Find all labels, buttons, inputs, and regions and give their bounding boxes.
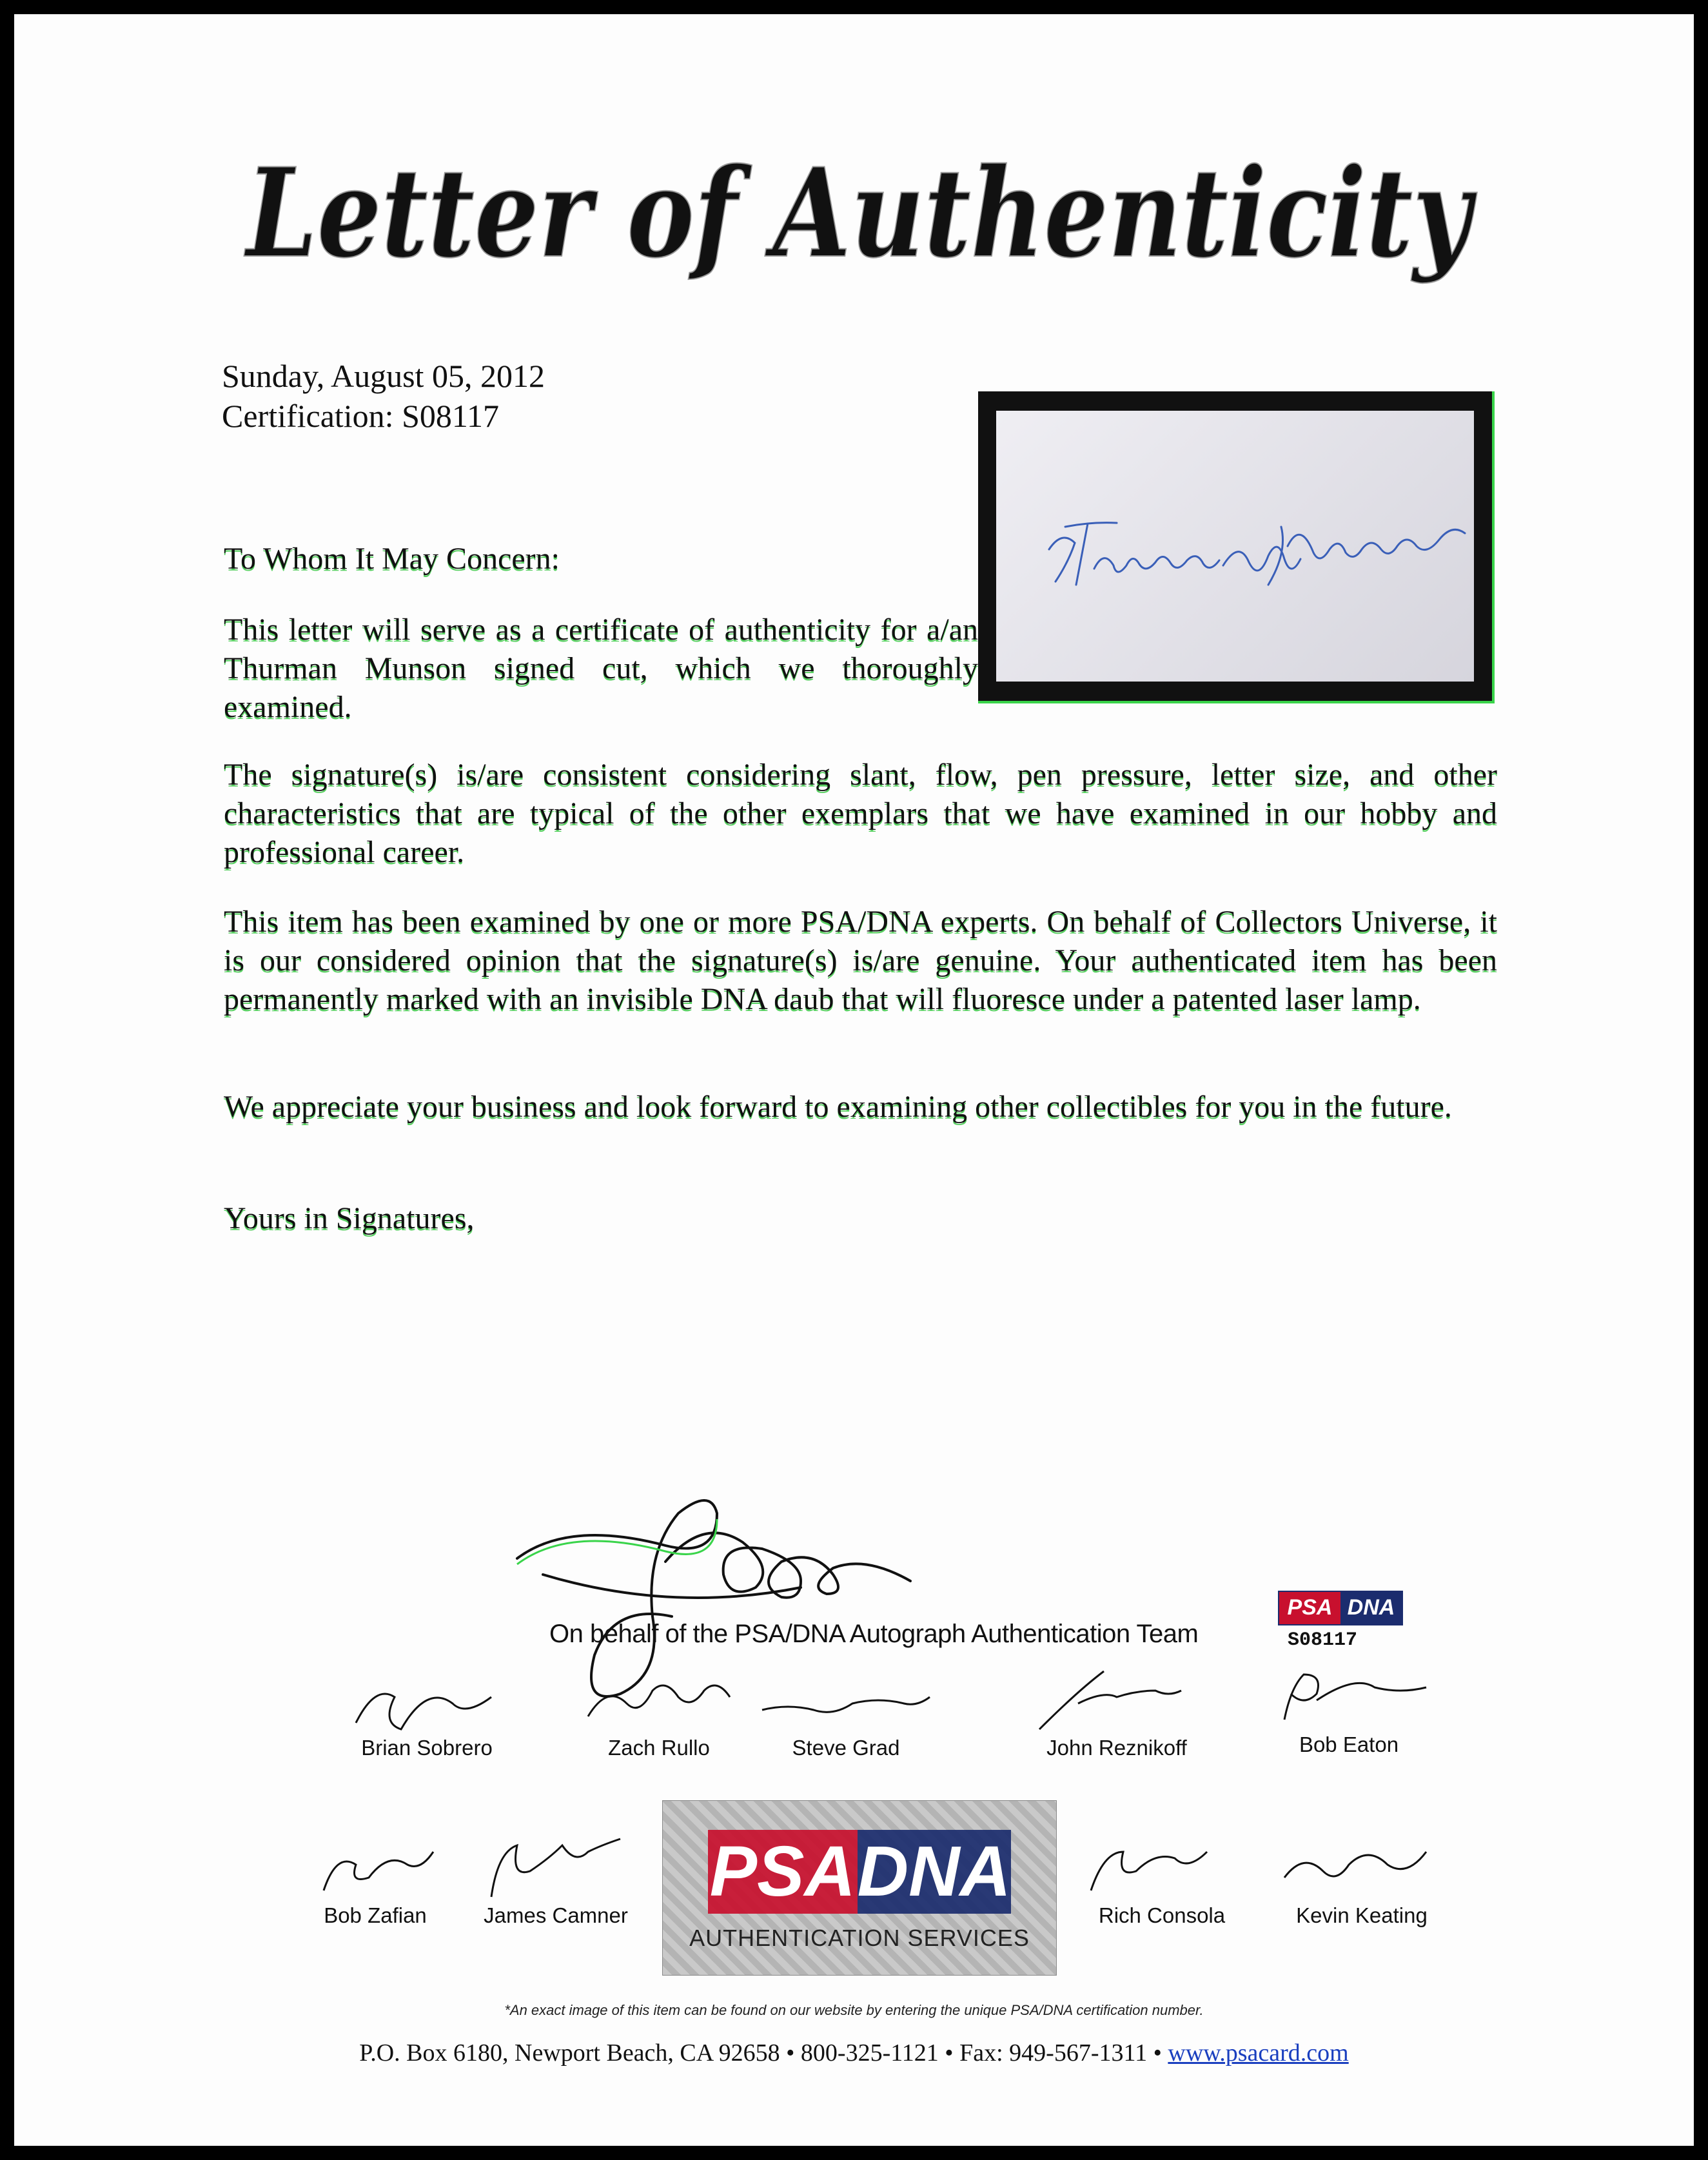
letter-title-text: Letter of Authenticity — [243, 141, 1478, 285]
website-link[interactable]: www.psacard.com — [1168, 2039, 1349, 2067]
expert-name: Brian Sobrero — [361, 1736, 493, 1760]
item-photo — [978, 391, 1495, 703]
paragraph-1: This letter will serve as a certificate of authenticity for a/an Thurman Munson signed cut, which we thoroughly examined. — [224, 613, 978, 724]
expert-name: Kevin Keating — [1296, 1903, 1428, 1927]
team-line: On behalf of the PSA/DNA Autograph Authentication Team — [549, 1620, 1199, 1648]
hologram-psa: PSA — [708, 1830, 858, 1914]
letter-title — [227, 117, 1491, 311]
expert-name: Zach Rullo — [608, 1736, 710, 1760]
letter-meta — [222, 356, 545, 436]
footer-address: P.O. Box 6180, Newport Beach, CA 92658 • 800-325-1121 • Fax: 949-567-1311 • — [359, 2039, 1168, 2067]
expert-name: James Camner — [484, 1903, 628, 1927]
hologram-dna: DNA — [858, 1830, 1011, 1914]
expert-signature — [337, 1665, 517, 1760]
munson-signature-image — [978, 391, 1492, 701]
letter-page — [14, 14, 1694, 2146]
expert-signature — [569, 1665, 749, 1760]
disclaimer: *An exact image of this item can be found on our website by entering the unique PSA/DNA certification number. — [504, 2002, 1204, 2018]
footer — [14, 2039, 1694, 2067]
authentication-hologram — [662, 1800, 1057, 1976]
expert-signature — [466, 1832, 646, 1928]
paragraph-2: The signature(s) is/are consistent considering slant, flow, pen pressure, letter size, and other characteristics that are typical of the other exemplars that we have examined in our hobby and professional career. — [224, 758, 1497, 869]
salutation: To Whom It May Concern: — [224, 542, 560, 576]
expert-signature — [285, 1832, 466, 1928]
badge-psa: PSA — [1279, 1592, 1340, 1624]
expert-signature — [1072, 1832, 1252, 1928]
paragraph-3: This item has been examined by one or more PSA/DNA experts. On behalf of Collectors Universe, it is our considered opinion that the signature(s) is/are genuine. Your authenticated item has been permanently marked with an invisible DNA daub that will fluoresce under a patented laser lamp. — [224, 905, 1497, 1016]
badge-number: S08117 — [1288, 1629, 1358, 1651]
paragraph-4: We appreciate your business and look forward to examining other collectibles for you in the future. — [224, 1090, 1452, 1124]
hologram-service: AUTHENTICATION SERVICES — [689, 1925, 1030, 1951]
hologram-logo — [708, 1830, 1011, 1914]
closing: Yours in Signatures, — [224, 1201, 475, 1235]
expert-name: Bob Eaton — [1299, 1733, 1399, 1756]
badge-dna: DNA — [1340, 1592, 1402, 1624]
expert-name: Rich Consola — [1098, 1903, 1226, 1927]
letter-date: Sunday, August 05, 2012 — [222, 358, 545, 394]
expert-signature — [1271, 1832, 1452, 1928]
expert-signature — [1259, 1662, 1439, 1757]
psa-dna-badge — [1278, 1591, 1403, 1625]
expert-signature — [1026, 1665, 1207, 1760]
expert-name: Bob Zafian — [324, 1903, 427, 1927]
expert-signature — [756, 1665, 936, 1760]
certification-number: Certification: S08117 — [222, 398, 500, 434]
expert-name: Steve Grad — [792, 1736, 900, 1760]
expert-name: John Reznikoff — [1046, 1736, 1187, 1760]
